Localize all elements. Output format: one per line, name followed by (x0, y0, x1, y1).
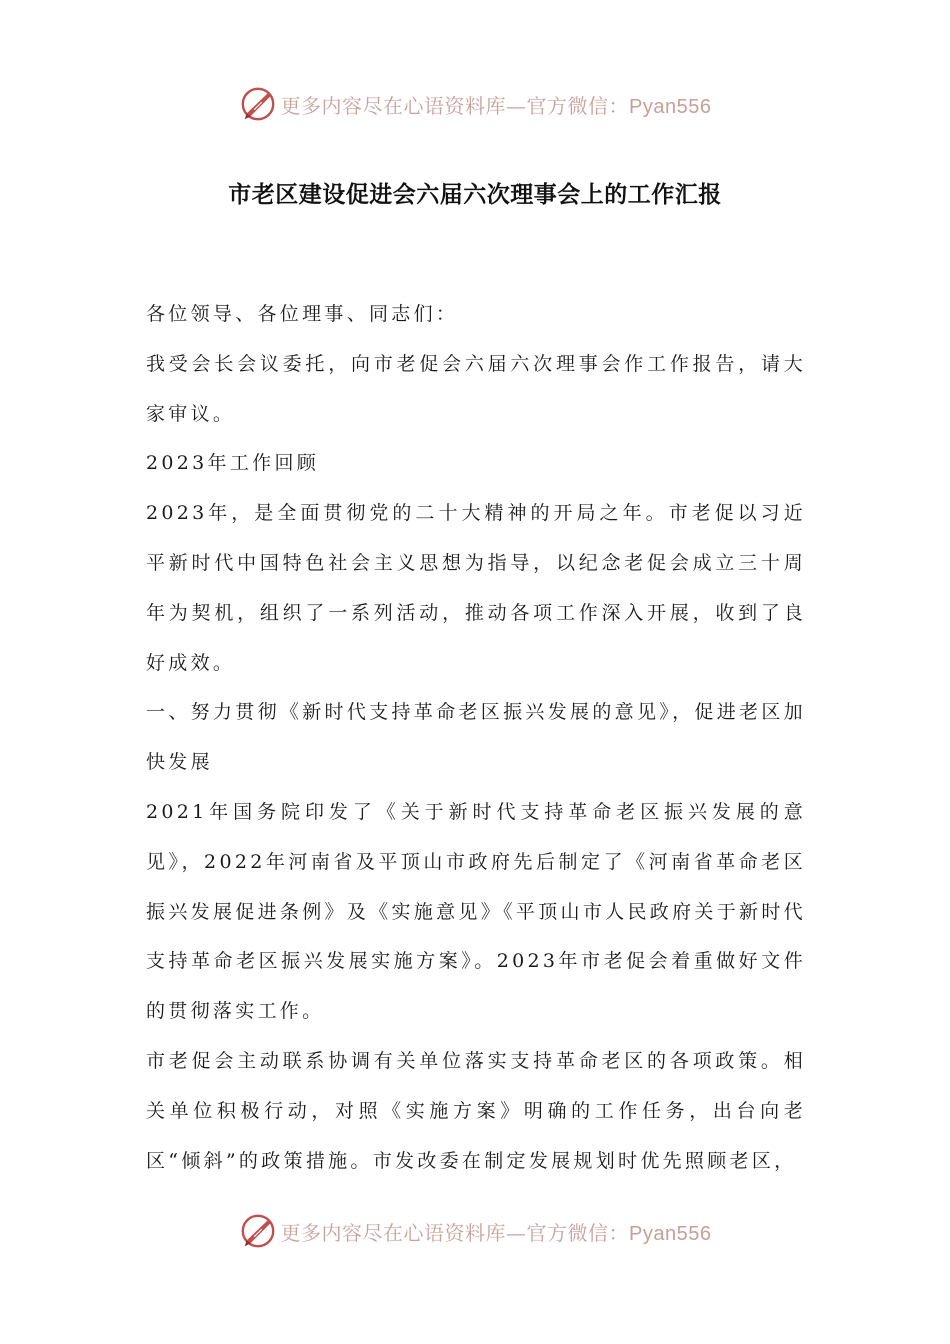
wechat-id: Pyan556 (629, 95, 712, 118)
footer-banner (0, 1209, 950, 1253)
paragraph: 各位领导、各位理事、同志们： (146, 303, 459, 325)
document-title: 市老区建设促进会六届六次理事会上的工作汇报 (228, 182, 722, 208)
wechat-id: Pyan556 (629, 1222, 712, 1245)
paragraph: 我受会长会议委托，向市老促会六届六次理事会作工作报告，请大家审议。 (146, 352, 806, 425)
section-heading: 一、努力贯彻《新时代支持革命老区振兴发展的意见》，促进老区加快发展 (146, 701, 806, 774)
banner-text: 更多内容尽在心语资料库—官方微信：Pyan556 (280, 1220, 712, 1245)
document-body (146, 290, 806, 1186)
banner-text: 更多内容尽在心语资料库—官方微信：Pyan556 (280, 93, 712, 118)
paragraph: 2023年，是全面贯彻党的二十大精神的开局之年。市老促以习近平新时代中国特色社会主义思想为指导，以纪念老促会成立三十周年为契机，组织了一系列活动，推动各项工作深入开展，收到了良好成效。 (146, 502, 806, 674)
paragraph: 市老促会主动联系协调有关单位落实支持革命老区的各项政策。相关单位积极行动，对照《实施方案》明确的工作任务，出台向老区“倾斜”的政策措施。市发改委在制定发展规划时优先照顾老区， (146, 1049, 806, 1172)
quill-logo-icon (239, 85, 277, 123)
paragraph: 2021年国务院印发了《关于新时代支持革命老区振兴发展的意见》，2022年河南省及平顶山市政府先后制定了《河南省革命老区振兴发展促进条例》及《实施意见》《平顶山市人民政府关于新时代支持革命老区振兴发展实施方案》。2023年市老促会着重做好文件的贯彻落实工作。 (146, 800, 806, 1023)
header-banner (0, 82, 950, 126)
quill-logo-icon (239, 1212, 277, 1250)
section-heading: 2023年工作回顾 (146, 452, 320, 475)
